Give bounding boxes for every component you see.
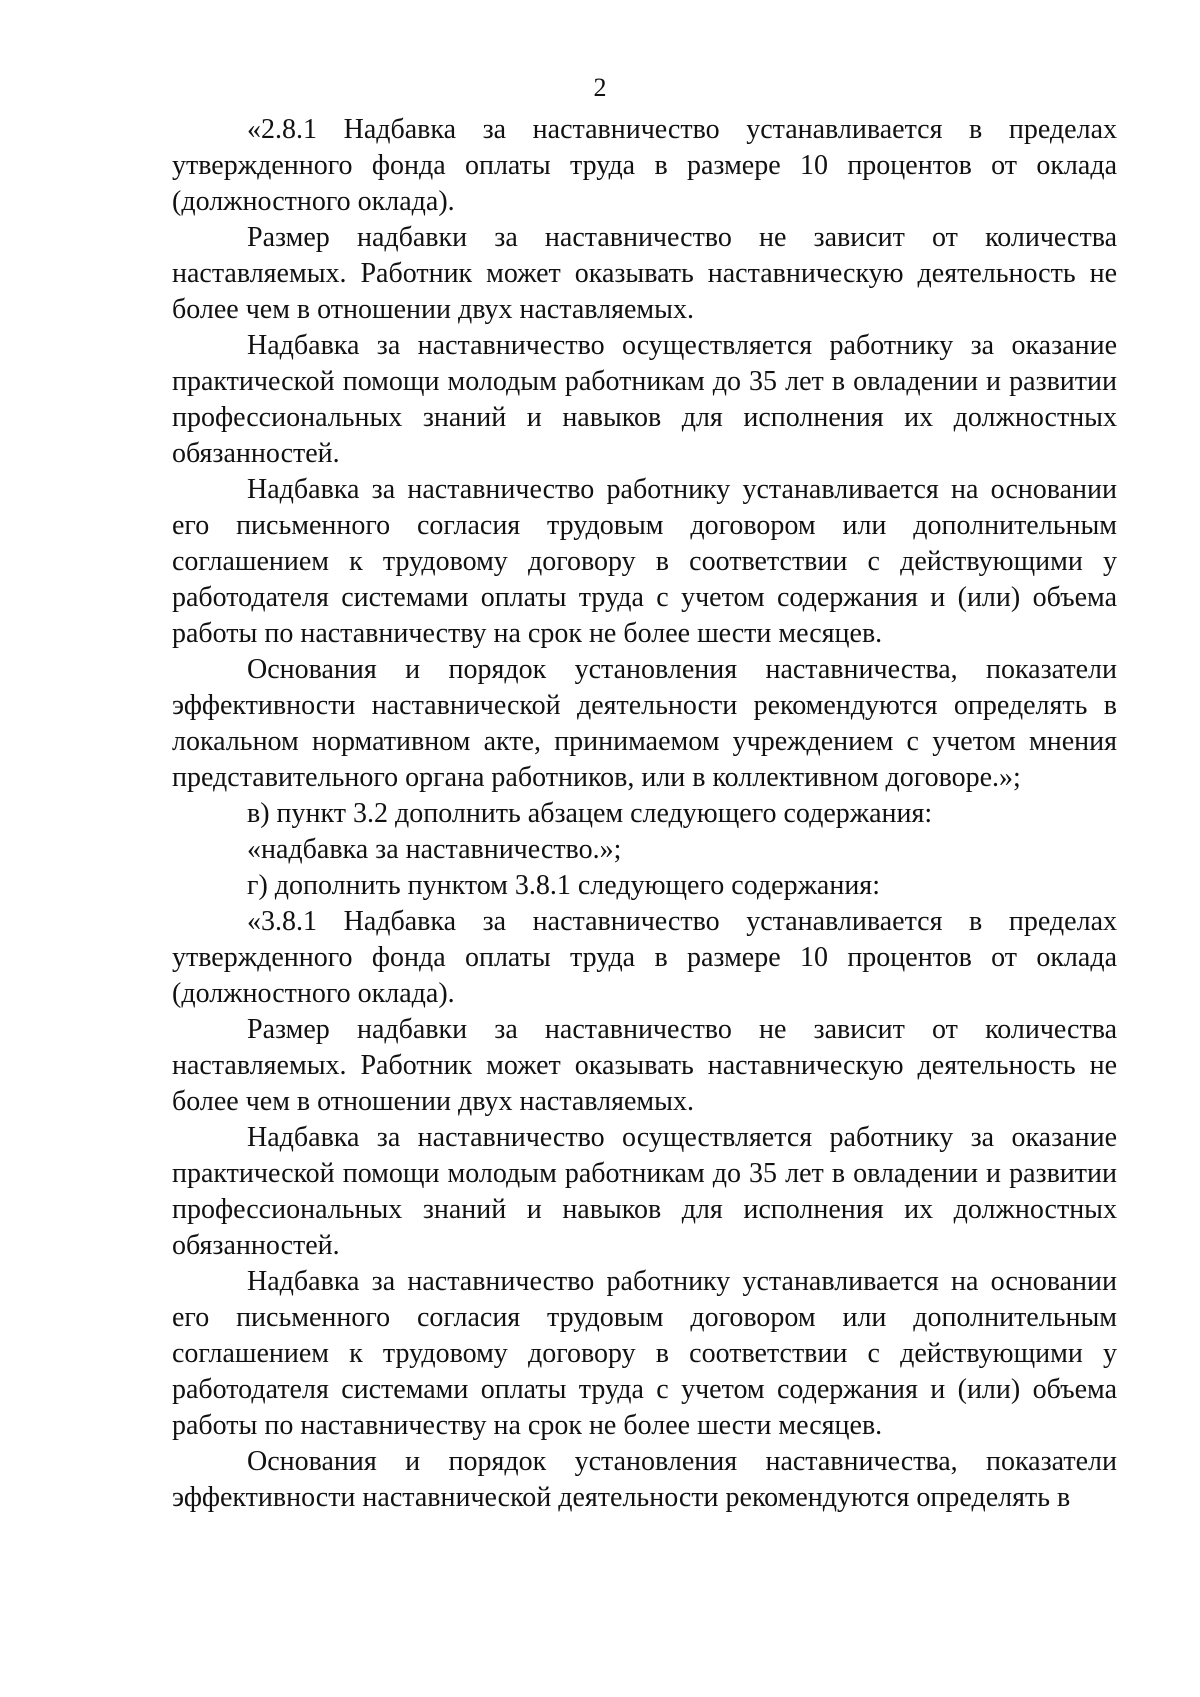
page-number: 2 — [593, 73, 607, 102]
paragraph-item-v-text: «надбавка за наставничество.»; — [247, 834, 622, 865]
paragraph-3-8-1-intro: «3.8.1 Надбавка за наставничество устанавливается в пределах утвержденного фонда оплаты труда в размере 10 процентов от оклада (должностного оклада). — [172, 906, 1117, 1009]
document-body — [172, 112, 1117, 1516]
paragraph-bonus-purpose: Надбавка за наставничество осуществляется работнику за оказание практической помощи молодым работникам до 35 лет в овладении и развитии профессиональных знаний и навыков для исполнения их должностных обязанностей. — [172, 330, 1117, 469]
paragraph-grounds-procedure: Основания и порядок установления наставничества, показатели эффективности наставнической деятельности рекомендуются определять в локальном нормативном акте, принимаемом учреждением с учетом мнения представительного органа работников, или в коллективном договоре.»; — [172, 654, 1117, 793]
paragraph-bonus-size: Размер надбавки за наставничество не зависит от количества наставляемых. Работник может оказывать наставническую деятельность не более чем в отношении двух наставляемых. — [172, 222, 1117, 325]
paragraph-bonus-basis: Надбавка за наставничество работнику устанавливается на основании его письменного согласия трудовым договором или дополнительным соглашением к трудовому договору в соответствии с действующими у работодателя системами оплаты труда с учетом содержания и (или) объема работы по наставничеству на срок не более шести месяцев. — [172, 474, 1117, 649]
paragraph-bonus-size-2: Размер надбавки за наставничество не зависит от количества наставляемых. Работник может оказывать наставническую деятельность не более чем в отношении двух наставляемых. — [172, 1014, 1117, 1117]
paragraph-2-8-1-intro: «2.8.1 Надбавка за наставничество устанавливается в пределах утвержденного фонда оплаты труда в размере 10 процентов от оклада (должностного оклада). — [172, 114, 1117, 217]
paragraph-grounds-procedure-2: Основания и порядок установления наставничества, показатели эффективности наставнической деятельности рекомендуются определять в — [172, 1446, 1117, 1513]
paragraph-bonus-purpose-2: Надбавка за наставничество осуществляется работнику за оказание практической помощи молодым работникам до 35 лет в овладении и развитии профессиональных знаний и навыков для исполнения их должностных обязанностей. — [172, 1122, 1117, 1261]
paragraph-bonus-basis-2: Надбавка за наставничество работнику устанавливается на основании его письменного согласия трудовым договором или дополнительным соглашением к трудовому договору в соответствии с действующими у работодателя системами оплаты труда с учетом содержания и (или) объема работы по наставничеству на срок не более шести месяцев. — [172, 1266, 1117, 1441]
paragraph-item-g: г) дополнить пунктом 3.8.1 следующего содержания: — [247, 870, 880, 901]
paragraph-item-v: в) пункт 3.2 дополнить абзацем следующего содержания: — [247, 798, 933, 829]
